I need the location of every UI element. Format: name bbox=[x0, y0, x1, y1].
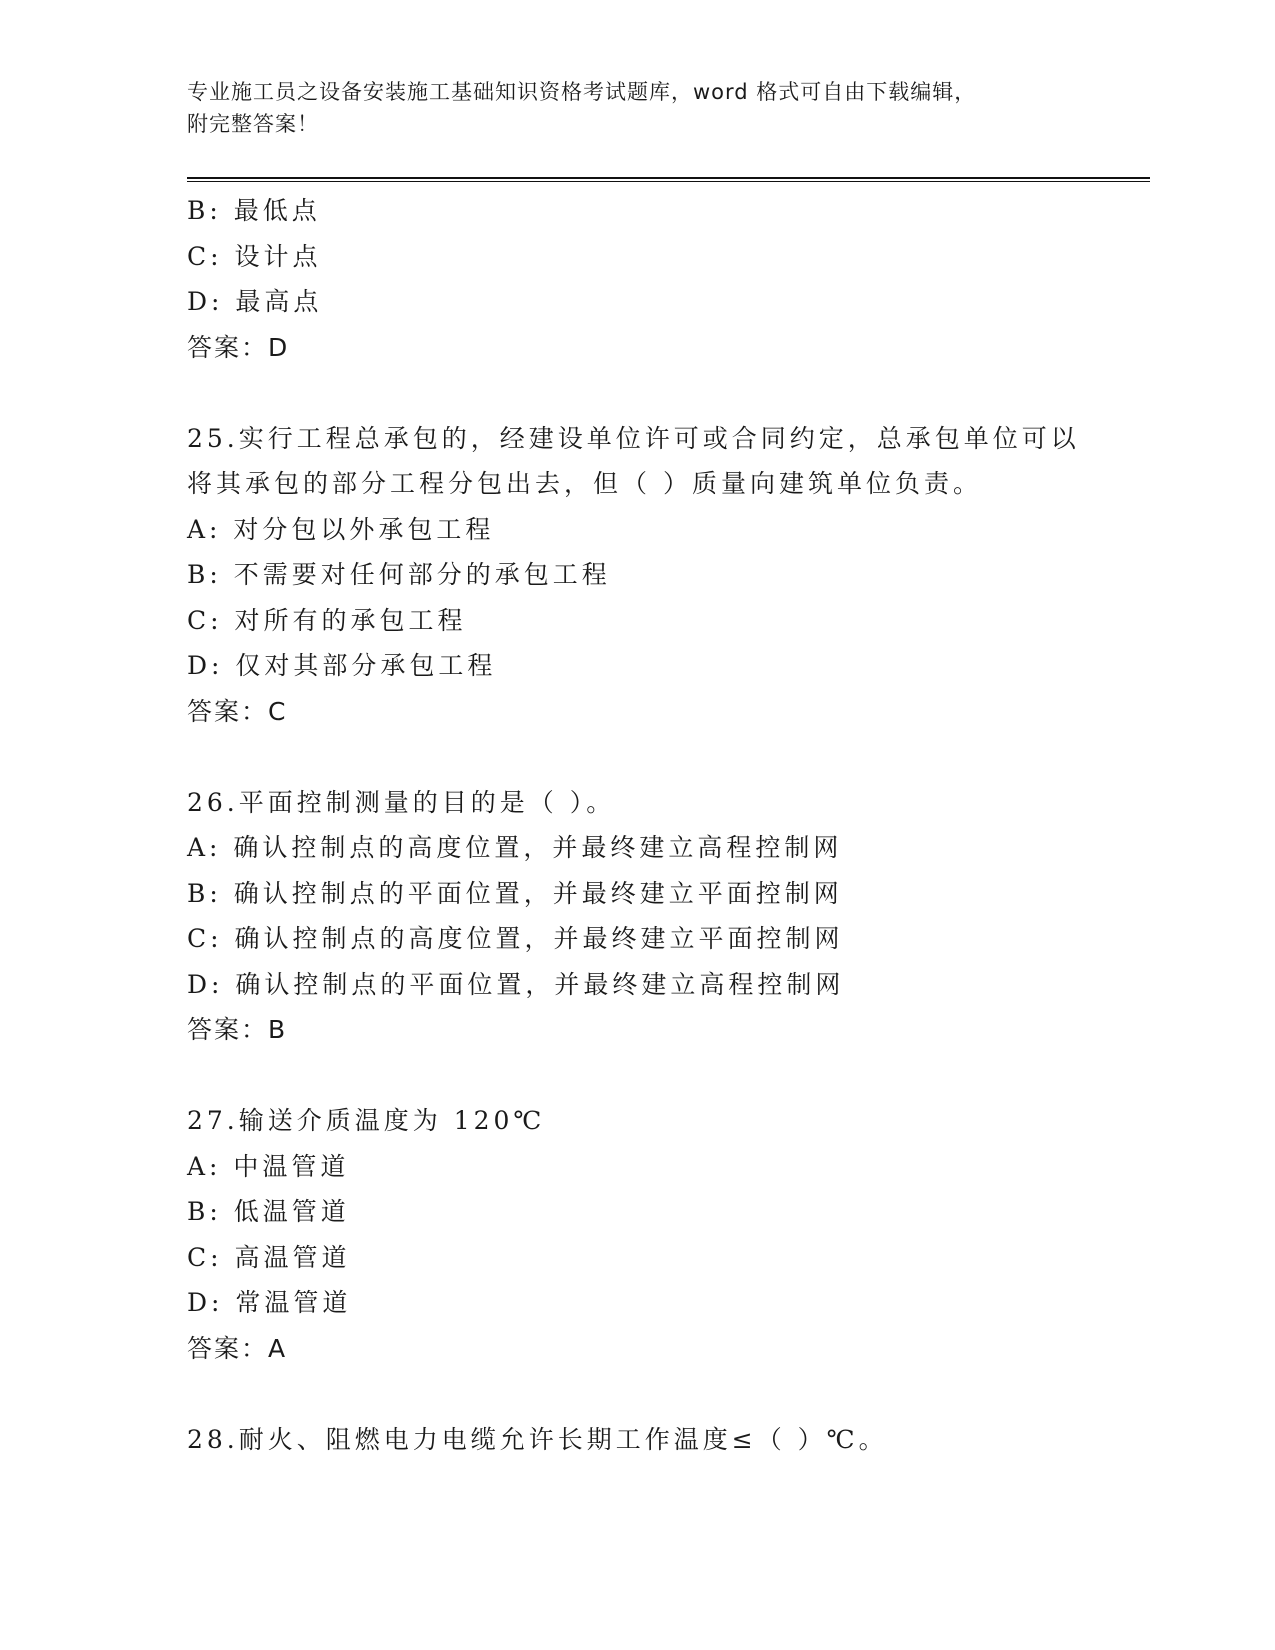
header-divider-thick bbox=[187, 177, 1150, 179]
answer-line: 答案：C bbox=[187, 696, 288, 726]
answer-line: 答案：D bbox=[187, 332, 290, 362]
question-block-28 bbox=[187, 1417, 1137, 1463]
spacer bbox=[187, 1053, 1137, 1099]
header-line-1: 专业施工员之设备安装施工基础知识资格考试题库，word 格式可自由下载编辑， bbox=[187, 80, 977, 104]
header-divider-thin bbox=[187, 181, 1150, 182]
option-a: A: 确认控制点的高度位置，并最终建立高程控制网 bbox=[187, 833, 843, 862]
option-d: D: 确认控制点的平面位置，并最终建立高程控制网 bbox=[187, 969, 845, 999]
option-b: B: 确认控制点的平面位置，并最终建立平面控制网 bbox=[187, 878, 843, 908]
answer-line: 答案：B bbox=[187, 1015, 288, 1044]
question-text: 26.平面控制测量的目的是（ ）。 bbox=[187, 787, 616, 817]
document-header bbox=[187, 76, 1087, 140]
question-text: 28.耐火、阻燃电力电缆允许长期工作温度≤（ ）℃。 bbox=[187, 1424, 888, 1454]
option-b: B: 低温管道 bbox=[187, 1197, 350, 1226]
question-block-24 bbox=[187, 188, 1137, 370]
spacer bbox=[187, 1371, 1137, 1417]
option-d: D: 最高点 bbox=[187, 287, 323, 316]
answer-line: 答案：A bbox=[187, 1333, 288, 1363]
option-c: C: 设计点 bbox=[187, 241, 322, 271]
option-c: C: 确认控制点的高度位置，并最终建立平面控制网 bbox=[187, 924, 844, 953]
option-d: D: 常温管道 bbox=[187, 1288, 352, 1317]
option-a: A: 对分包以外承包工程 bbox=[187, 514, 495, 544]
header-line-2: 附完整答案！ bbox=[187, 112, 319, 136]
question-block-25 bbox=[187, 416, 1137, 735]
option-d: D: 仅对其部分承包工程 bbox=[187, 651, 497, 680]
question-content bbox=[187, 188, 1137, 1462]
spacer bbox=[187, 734, 1137, 780]
question-text-line-1: 25.实行工程总承包的，经建设单位许可或合同约定，总承包单位可以 bbox=[187, 423, 1080, 453]
question-text: 27.输送介质温度为 120℃ bbox=[187, 1106, 546, 1135]
option-b: B: 不需要对任何部分的承包工程 bbox=[187, 560, 611, 589]
option-b: B: 最低点 bbox=[187, 196, 321, 225]
question-block-26 bbox=[187, 780, 1137, 1053]
option-c: C: 高温管道 bbox=[187, 1242, 351, 1272]
option-a: A: 中温管道 bbox=[187, 1151, 350, 1181]
spacer bbox=[187, 370, 1137, 416]
option-c: C: 对所有的承包工程 bbox=[187, 605, 467, 635]
question-block-27 bbox=[187, 1098, 1137, 1371]
question-text-line-2: 将其承包的部分工程分包出去，但（ ）质量向建筑单位负责。 bbox=[187, 469, 982, 498]
